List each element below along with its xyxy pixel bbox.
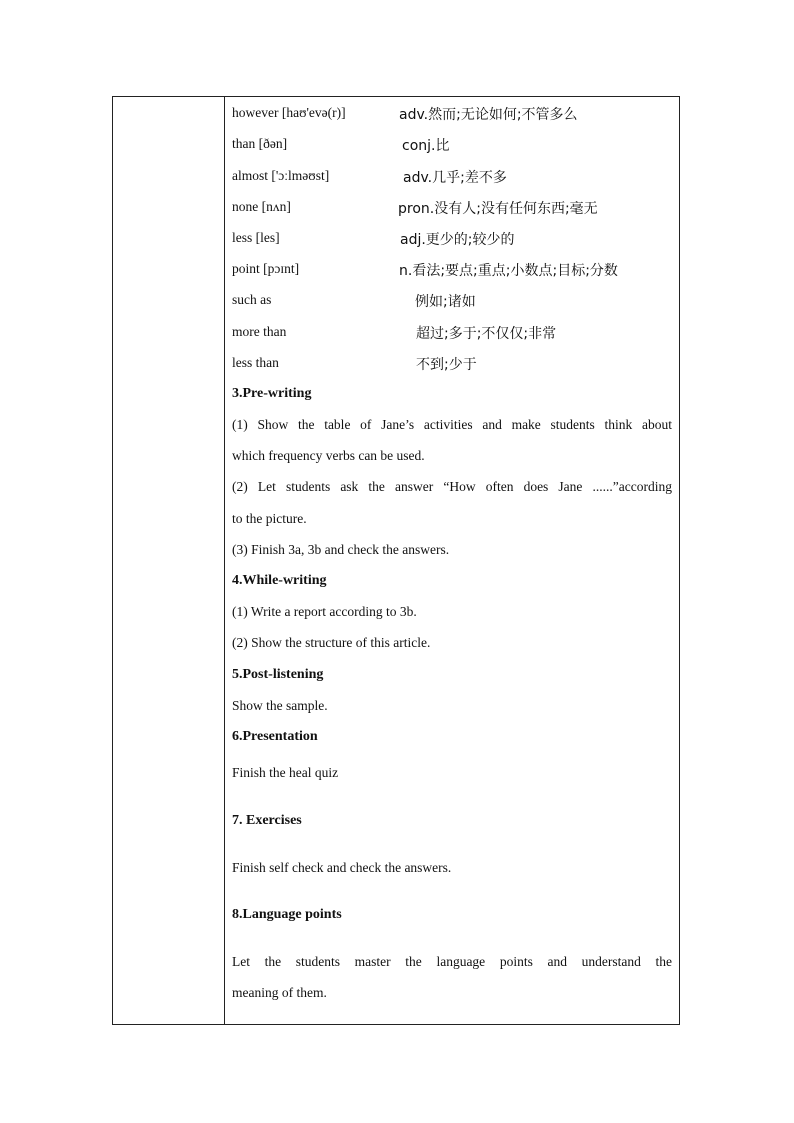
vocab-meaning: 不到;少于: [416, 357, 477, 373]
vocab-word: none [nʌn]: [232, 199, 291, 214]
vocab-word: such as: [232, 292, 272, 307]
section-heading-pre-writing: 3.Pre-writing: [232, 386, 312, 401]
lesson-table: [112, 96, 680, 1025]
section-heading-language-points: 8.Language points: [232, 907, 342, 922]
vocab-row-more-than: [232, 324, 672, 344]
post-listening-line-1: Show the sample.: [232, 698, 328, 713]
vocab-word: however [haʊ'evə(r)]: [232, 105, 346, 120]
exercises-line-1: Finish self check and check the answers.: [232, 860, 452, 875]
vocab-meaning: 超过;多于;不仅仅;非常: [416, 326, 557, 342]
vocab-row-such-as: [232, 292, 672, 312]
vocab-meaning: adv.几乎;差不多: [403, 170, 507, 186]
vocab-row-none: [232, 199, 672, 219]
language-points-line-1: Let the students master the language points and understand the: [232, 954, 672, 969]
while-writing-line-2: (2) Show the structure of this article.: [232, 635, 431, 650]
vocab-word: less [les]: [232, 230, 280, 245]
vocab-row-less-than: [232, 355, 672, 375]
vocab-word: almost ['ɔːlməʊst]: [232, 168, 330, 183]
language-points-line-2: meaning of them.: [232, 985, 327, 1000]
while-writing-line-1: (1) Write a report according to 3b.: [232, 604, 417, 619]
vocab-word: less than: [232, 355, 279, 370]
vocab-word: more than: [232, 324, 287, 339]
vocab-word: than [ðən]: [232, 136, 288, 151]
table-left-cell: [113, 97, 225, 1024]
pre-writing-line-4: to the picture.: [232, 511, 307, 526]
vocab-meaning: adj.更少的;较少的: [400, 232, 515, 248]
pre-writing-line-3: (2) Let students ask the answer “How often does Jane ......”according: [232, 479, 672, 494]
vocab-row-however: [232, 105, 672, 125]
vocab-row-point: [232, 261, 672, 281]
section-heading-while-writing: 4.While-writing: [232, 573, 327, 588]
vocab-meaning: adv.然而;无论如何;不管多么: [399, 107, 578, 123]
presentation-line-1: Finish the heal quiz: [232, 765, 339, 780]
pre-writing-line-1: (1) Show the table of Jane’s activities and make students think about: [232, 417, 672, 432]
vocab-meaning: conj.比: [402, 138, 450, 154]
pre-writing-line-2: which frequency verbs can be used.: [232, 448, 425, 463]
vocab-row-less: [232, 230, 672, 250]
vocab-word: point [pɔɪnt]: [232, 261, 300, 276]
vocab-row-almost: [232, 168, 672, 188]
section-heading-presentation: 6.Presentation: [232, 729, 318, 744]
vocab-meaning: 例如;诸如: [415, 294, 476, 310]
section-heading-post-listening: 5.Post-listening: [232, 667, 324, 682]
pre-writing-line-5: (3) Finish 3a, 3b and check the answers.: [232, 542, 450, 557]
section-heading-exercises: 7. Exercises: [232, 813, 302, 828]
vocab-meaning: n.看法;要点;重点;小数点;目标;分数: [399, 263, 618, 279]
vocab-meaning: pron.没有人;没有任何东西;毫无: [398, 201, 598, 217]
vocab-row-than: [232, 136, 672, 156]
